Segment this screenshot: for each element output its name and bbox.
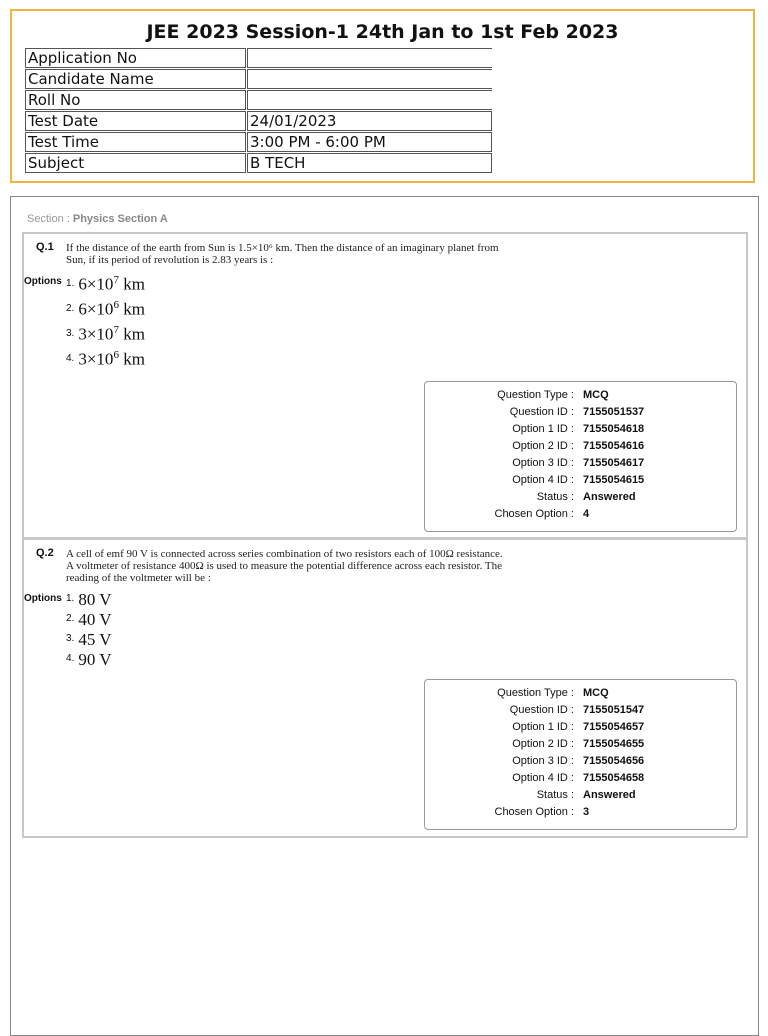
meta-key: Status : <box>536 491 574 503</box>
meta-key: Option 3 ID : <box>512 755 574 767</box>
meta-value: 7155051537 <box>583 406 645 418</box>
row-value <box>247 69 492 89</box>
question-meta-box <box>424 679 737 830</box>
option-exponent: 6 <box>113 349 119 361</box>
section-label <box>27 213 168 225</box>
question-text-line: If the distance of the earth from Sun is 1.5×10⁶ km. Then the distance of an imaginary planet from <box>66 242 499 254</box>
option-number: 4. <box>66 653 75 664</box>
option-item <box>66 610 112 630</box>
row-label: Application No <box>25 48 246 68</box>
meta-value: MCQ <box>583 389 609 401</box>
meta-row <box>425 687 736 704</box>
table-row <box>25 132 492 152</box>
meta-key: Chosen Option : <box>494 806 574 818</box>
option-number: 3. <box>66 327 75 339</box>
question-card <box>22 538 748 838</box>
table-row <box>25 69 492 89</box>
option-item <box>66 299 145 320</box>
meta-row <box>425 406 736 423</box>
meta-key: Option 2 ID : <box>512 440 574 452</box>
meta-key: Option 3 ID : <box>512 457 574 469</box>
row-value <box>247 48 492 68</box>
meta-row <box>425 789 736 806</box>
option-number: 1. <box>66 277 75 289</box>
meta-row <box>425 440 736 457</box>
option-exponent: 6 <box>113 299 119 311</box>
table-row <box>25 90 492 110</box>
meta-row <box>425 772 736 789</box>
meta-value: 7155054657 <box>583 721 645 733</box>
row-label: Candidate Name <box>25 69 246 89</box>
meta-key: Question ID : <box>509 406 574 418</box>
question-text-line: Sun, if its period of revolution is 2.83 years is : <box>66 254 274 266</box>
table-row <box>25 153 492 173</box>
question-number: Q.2 <box>36 547 54 559</box>
question-card <box>22 232 748 539</box>
row-value: B TECH <box>247 153 492 173</box>
option-value: 80 V <box>78 590 112 609</box>
option-item <box>66 630 112 650</box>
meta-key: Question ID : <box>509 704 574 716</box>
meta-key: Question Type : <box>497 389 574 401</box>
row-value: 3:00 PM - 6:00 PM <box>247 132 492 152</box>
table-row <box>25 48 492 68</box>
meta-key: Option 1 ID : <box>512 721 574 733</box>
meta-value: 3 <box>583 806 590 818</box>
option-unit: km <box>118 274 145 294</box>
option-number: 2. <box>66 613 75 624</box>
option-value: 45 V <box>78 630 112 649</box>
option-value: 40 V <box>78 610 112 629</box>
meta-row <box>425 755 736 772</box>
option-base: 6×10 <box>78 299 114 319</box>
meta-key: Chosen Option : <box>494 508 574 520</box>
meta-key: Option 1 ID : <box>512 423 574 435</box>
meta-value: 4 <box>583 508 590 520</box>
option-exponent: 7 <box>113 274 119 286</box>
question-text-line: A cell of emf 90 V is connected across series combination of two resistors each of 100Ω resistance. <box>66 548 503 560</box>
meta-row <box>425 474 736 491</box>
meta-value: 7155054616 <box>583 440 645 452</box>
option-number: 3. <box>66 633 75 644</box>
options-label: Options <box>24 276 62 287</box>
meta-value: 7155054656 <box>583 755 645 767</box>
option-number: 1. <box>66 593 75 604</box>
meta-value: 7155054658 <box>583 772 645 784</box>
meta-row <box>425 738 736 755</box>
option-value: 90 V <box>78 650 112 669</box>
option-unit: km <box>118 324 145 344</box>
meta-row <box>425 721 736 738</box>
meta-value: 7155054618 <box>583 423 645 435</box>
option-item <box>66 590 112 610</box>
question-text-line: reading of the voltmeter will be : <box>66 572 211 584</box>
option-item <box>66 274 145 295</box>
table-row <box>25 111 492 131</box>
meta-row <box>425 389 736 406</box>
page-title: JEE 2023 Session-1 24th Jan to 1st Feb 2023 <box>146 21 619 43</box>
option-unit: km <box>118 299 145 319</box>
meta-key: Question Type : <box>497 687 574 699</box>
meta-row <box>425 508 736 525</box>
candidate-header <box>10 9 755 183</box>
meta-row <box>425 806 736 823</box>
questions-panel <box>10 196 759 1036</box>
meta-value: 7155054615 <box>583 474 645 486</box>
option-number: 4. <box>66 352 75 364</box>
meta-key: Status : <box>536 789 574 801</box>
meta-key: Option 4 ID : <box>512 474 574 486</box>
option-item <box>66 349 145 370</box>
meta-value: MCQ <box>583 687 609 699</box>
meta-row <box>425 704 736 721</box>
row-value <box>247 90 492 110</box>
meta-key: Option 2 ID : <box>512 738 574 750</box>
meta-value: 7155054655 <box>583 738 645 750</box>
section-name: Physics Section A <box>72 213 168 225</box>
option-item <box>66 650 112 670</box>
meta-key: Option 4 ID : <box>512 772 574 784</box>
row-value: 24/01/2023 <box>247 111 492 131</box>
row-label: Test Time <box>25 132 246 152</box>
option-item <box>66 324 145 345</box>
meta-value: Answered <box>583 491 636 503</box>
option-unit: km <box>118 349 145 369</box>
question-text-line: A voltmeter of resistance 400Ω is used to measure the potential difference across each resistor. The <box>66 560 503 572</box>
meta-row <box>425 491 736 508</box>
candidate-info-table <box>24 47 493 174</box>
meta-value: Answered <box>583 789 636 801</box>
meta-row <box>425 457 736 474</box>
meta-value: 7155054617 <box>583 457 645 469</box>
option-base: 6×10 <box>78 274 114 294</box>
options-label: Options <box>24 593 62 604</box>
meta-value: 7155051547 <box>583 704 645 716</box>
option-exponent: 7 <box>113 324 119 336</box>
option-base: 3×10 <box>78 324 114 344</box>
question-meta-box <box>424 381 737 532</box>
meta-row <box>425 423 736 440</box>
row-label: Test Date <box>25 111 246 131</box>
row-label: Subject <box>25 153 246 173</box>
option-base: 3×10 <box>78 349 114 369</box>
option-number: 2. <box>66 302 75 314</box>
question-number: Q.1 <box>36 241 54 253</box>
question-text <box>66 242 546 266</box>
section-prefix: Section : <box>27 213 70 225</box>
row-label: Roll No <box>25 90 246 110</box>
question-text <box>66 548 546 584</box>
